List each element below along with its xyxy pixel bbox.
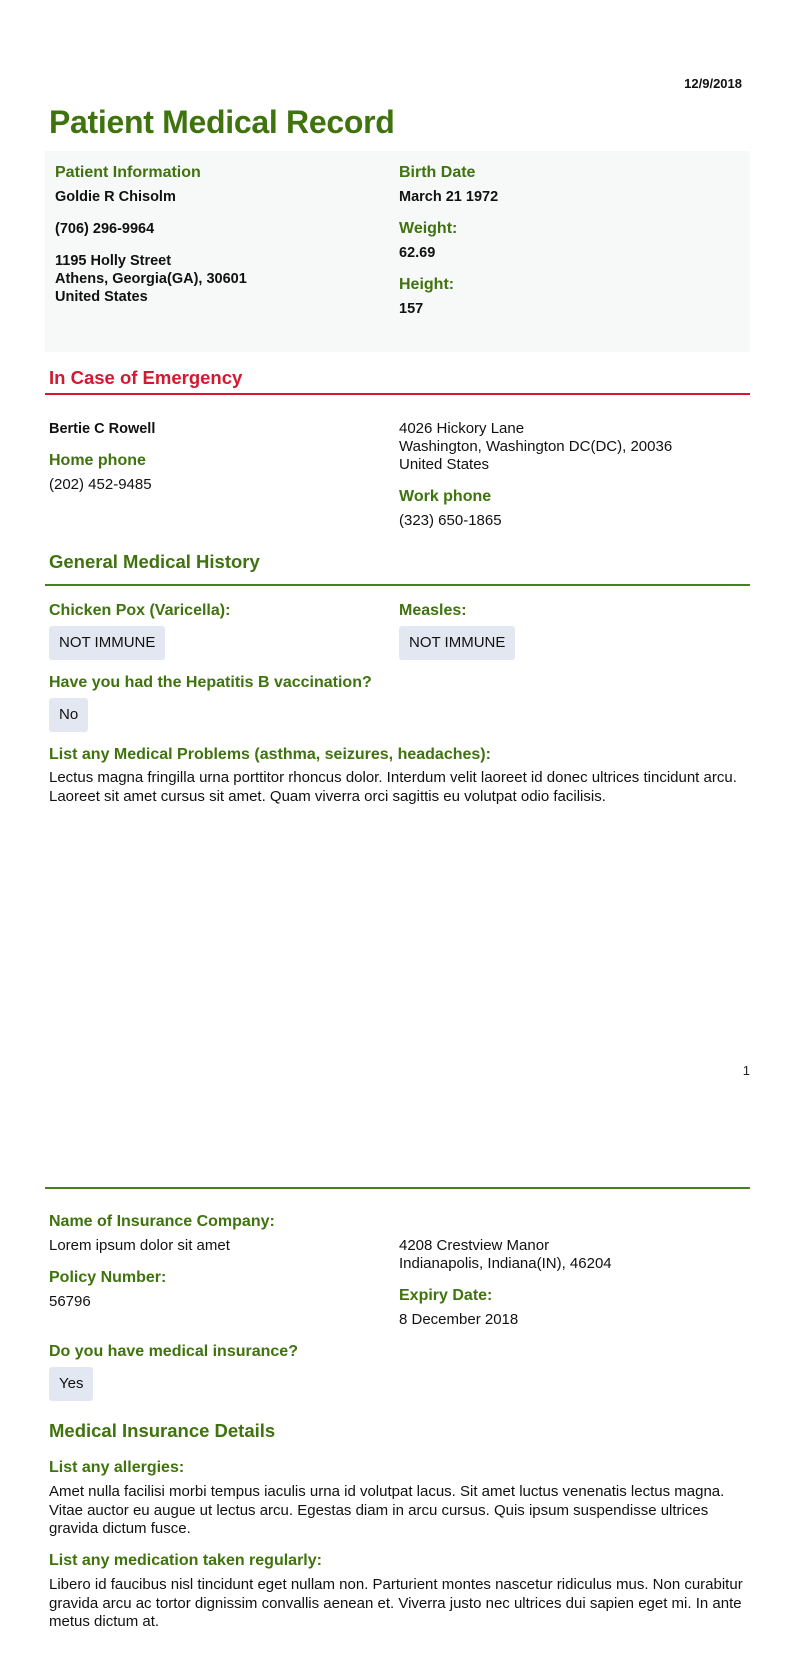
measles-label: Measles: xyxy=(399,602,467,619)
expiry-date-value: 8 December 2018 xyxy=(399,1311,519,1328)
has-insurance-value: Yes xyxy=(49,1367,93,1401)
policy-number-label: Policy Number: xyxy=(49,1269,167,1286)
work-phone-label: Work phone xyxy=(399,488,492,505)
hepatitis-b-label: Have you had the Hepatitis B vaccination? xyxy=(49,674,372,691)
emergency-address-line2: Washington, Washington DC(DC), 20036 xyxy=(399,438,673,455)
height-label: Height: xyxy=(399,276,455,293)
medical-problems-text: Lectus magna fringilla urna porttitor rhoncus dolor. Interdum velit laoreet id donec ultrices tincidunt arcu. Laoreet sit amet cursus sit amet. Quam viverra orci sagittis eu volutpat odio facilisis. xyxy=(49,769,737,805)
has-insurance-label: Do you have medical insurance? xyxy=(49,1343,298,1360)
chicken-pox-label: Chicken Pox (Varicella): xyxy=(49,602,231,619)
emergency-address-line1: 4026 Hickory Lane xyxy=(399,420,525,437)
chicken-pox-value: NOT IMMUNE xyxy=(49,626,165,660)
expiry-date-label: Expiry Date: xyxy=(399,1287,493,1304)
patient-address-line1: 1195 Holly Street xyxy=(55,253,172,269)
emergency-divider xyxy=(45,393,750,395)
home-phone-label: Home phone xyxy=(49,452,146,469)
birth-date-label: Birth Date xyxy=(399,164,476,181)
insurance-company-name: Lorem ipsum dolor sit amet xyxy=(49,1237,230,1254)
emergency-contact-name: Bertie C Rowell xyxy=(49,421,156,437)
insurance-address-line2: Indianapolis, Indiana(IN), 46204 xyxy=(399,1255,612,1272)
allergies-label: List any allergies: xyxy=(49,1459,185,1476)
height-value: 157 xyxy=(399,301,424,317)
emergency-address-line3: United States xyxy=(399,456,490,473)
emergency-section-title: In Case of Emergency xyxy=(49,367,243,388)
medication-text: Libero id faucibus nisl tincidunt eget nullam non. Parturient montes nascetur ridiculus mus. Non curabitur gravida arcu ac tortor dignissim convallis aenean et. Viverra justo nec ultrices dui sapien eget mi. In ante metus dictum at. xyxy=(49,1576,743,1630)
page-number: 1 xyxy=(742,1063,750,1078)
insurance-details-title: Medical Insurance Details xyxy=(49,1420,276,1441)
medication-label: List any medication taken regularly: xyxy=(49,1552,322,1569)
work-phone-value: (323) 650-1865 xyxy=(399,512,502,529)
insurance-company-label: Name of Insurance Company: xyxy=(49,1213,275,1230)
patient-info-label: Patient Information xyxy=(55,164,201,181)
home-phone-value: (202) 452-9485 xyxy=(49,476,152,493)
hepatitis-b-value: No xyxy=(49,698,88,732)
page-title: Patient Medical Record xyxy=(49,104,395,140)
medical-history-divider xyxy=(45,584,750,586)
weight-value: 62.69 xyxy=(399,245,436,261)
patient-name: Goldie R Chisolm xyxy=(55,189,176,205)
measles-value: NOT IMMUNE xyxy=(399,626,515,660)
patient-phone: (706) 296-9964 xyxy=(55,221,155,237)
patient-address-line3: United States xyxy=(55,289,148,305)
policy-number-value: 56796 xyxy=(49,1293,91,1310)
insurance-address-line1: 4208 Crestview Manor xyxy=(399,1237,550,1254)
patient-address-line2: Athens, Georgia(GA), 30601 xyxy=(55,271,247,287)
insurance-divider xyxy=(45,1187,750,1189)
weight-label: Weight: xyxy=(399,220,458,237)
record-date: 12/9/2018 xyxy=(684,76,742,91)
medical-history-title: General Medical History xyxy=(49,551,260,572)
medical-problems-label: List any Medical Problems (asthma, seizures, headaches): xyxy=(49,746,491,763)
birth-date-value: March 21 1972 xyxy=(399,189,499,205)
allergies-text: Amet nulla facilisi morbi tempus iaculis urna id volutpat lacus. Sit amet luctus venenatis lectus magna. Vitae auctor eu augue ut lectus arcu. Egestas diam in arcu cursus. Quis ipsum suspendisse ultrices gravida dictum fusce. xyxy=(49,1483,725,1537)
